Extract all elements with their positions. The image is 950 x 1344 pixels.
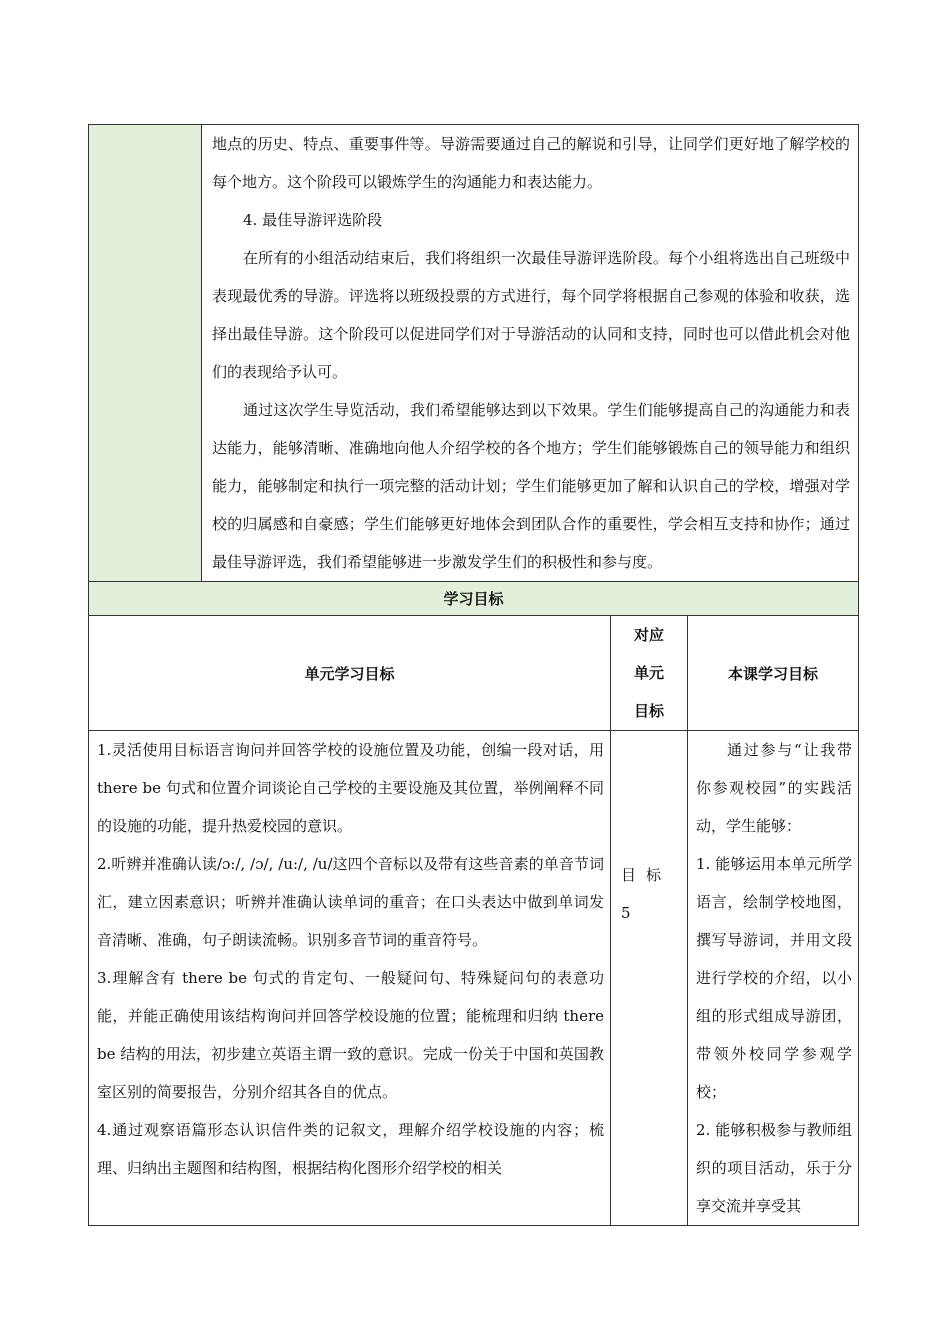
effects-paragraph: 通过这次学生导览活动，我们希望能够达到以下效果。学生们能够提高自己的沟通能力和表达能力，能够清晰、准确地向他人介绍学校的各个地方；学生们能够锻炼自己的领导能力和组织能力，能够制定和执行一项完整的活动计划；学生们能够更加了解和认识自己的学校，增强对学校的归属感和自豪感；学生们能够更好地体会到团队合作的重要性，学会相互支持和协作；通过最佳导游评选，我们希望能够进一步激发学生们的积极性和参与度。 xyxy=(212,401,851,571)
unit-goal-item: 3.理解含有 there be 句式的肯定句、一般疑问句、特殊疑问句的表意功能，并能正确使用该结构询问并回答学校设施的位置；能梳理和归纳 there be 结构的用法，初步建立英语主谓一致的意识。完成一份关于中国和英国教室区别的简要报告，分别介绍其各自的优点。 xyxy=(97,969,604,1101)
side-label-cell xyxy=(89,125,202,582)
goals-header-row xyxy=(89,616,859,731)
corresponding-goal-header xyxy=(611,616,688,731)
intro-row xyxy=(89,125,859,582)
corresponding-header-line: 目标 xyxy=(633,702,664,720)
activity-description-cell xyxy=(202,125,859,582)
corresponding-header-line: 对应 xyxy=(633,626,664,644)
unit-goals-header: 单元学习目标 xyxy=(89,616,611,731)
goals-title-row xyxy=(89,582,859,616)
unit-goal-item: 1.灵活使用目标语言询问并回答学校的设施位置及功能，创编一段对话，用 there be 句式和位置介词谈论自己学校的主要设施及其位置，举例阐释不同的设施的功能，提升热爱校园的意识。 xyxy=(97,741,604,835)
lesson-goal-item: 2. 能够积极参与教师组织的项目活动，乐于分享交流并享受其 xyxy=(696,1121,853,1215)
unit-goal-item: 4.通过观察语篇形态认识信件类的记叙文，理解介绍学校设施的内容；梳理、归纳出主题图和结构图，根据结构化图形介绍学校的相关 xyxy=(97,1121,604,1177)
unit-goals-cell xyxy=(89,731,611,1226)
lesson-goal-item: 1. 能够运用本单元所学语言，绘制学校地图，撰写导游词，并用文段进行学校的介绍，以小组的形式组成导游团，带领外校同学参观学校； xyxy=(696,855,853,1101)
corresponding-goal-number: 5 xyxy=(621,904,641,922)
continuation-paragraph: 地点的历史、特点、重要事件等。导游需要通过自己的解说和引导，让同学们更好地了解学校的每个地方。这个阶段可以锻炼学生的沟通能力和表达能力。 xyxy=(212,135,851,191)
corresponding-header-line: 单元 xyxy=(633,664,664,682)
stage4-paragraph: 在所有的小组活动结束后，我们将组织一次最佳导游评选阶段。每个小组将选出自己班级中表现最优秀的导游。评选将以班级投票的方式进行，每个同学将根据自己参观的体验和收获，选择出最佳导游。这个阶段可以促进同学们对于导游活动的认同和支持，同时也可以借此机会对他们的表现给予认可。 xyxy=(212,249,851,381)
lesson-plan-table xyxy=(88,124,859,1226)
corresponding-goal-label: 目标 xyxy=(621,866,672,884)
goals-body-row xyxy=(89,731,859,1226)
unit-goal-item: 2.听辨并准确认读/ɔ:/, /ɔ/, /u:/, /u/这四个音标以及带有这些音素的单音节词汇，建立因素意识；听辨并准确认读单词的重音；在口头表达中做到单词发音清晰、准确，句子朗读流畅。识别多音节词的重音符号。 xyxy=(97,855,604,949)
stage4-heading: 4. 最佳导游评选阶段 xyxy=(243,211,383,229)
section-title: 学习目标 xyxy=(89,582,859,616)
lesson-goal-intro: 通过参与“让我带你参观校园”的实践活动，学生能够： xyxy=(696,741,853,835)
lesson-goals-cell xyxy=(688,731,859,1226)
lesson-goals-header: 本课学习目标 xyxy=(688,616,859,731)
corresponding-goal-cell xyxy=(611,731,688,1226)
